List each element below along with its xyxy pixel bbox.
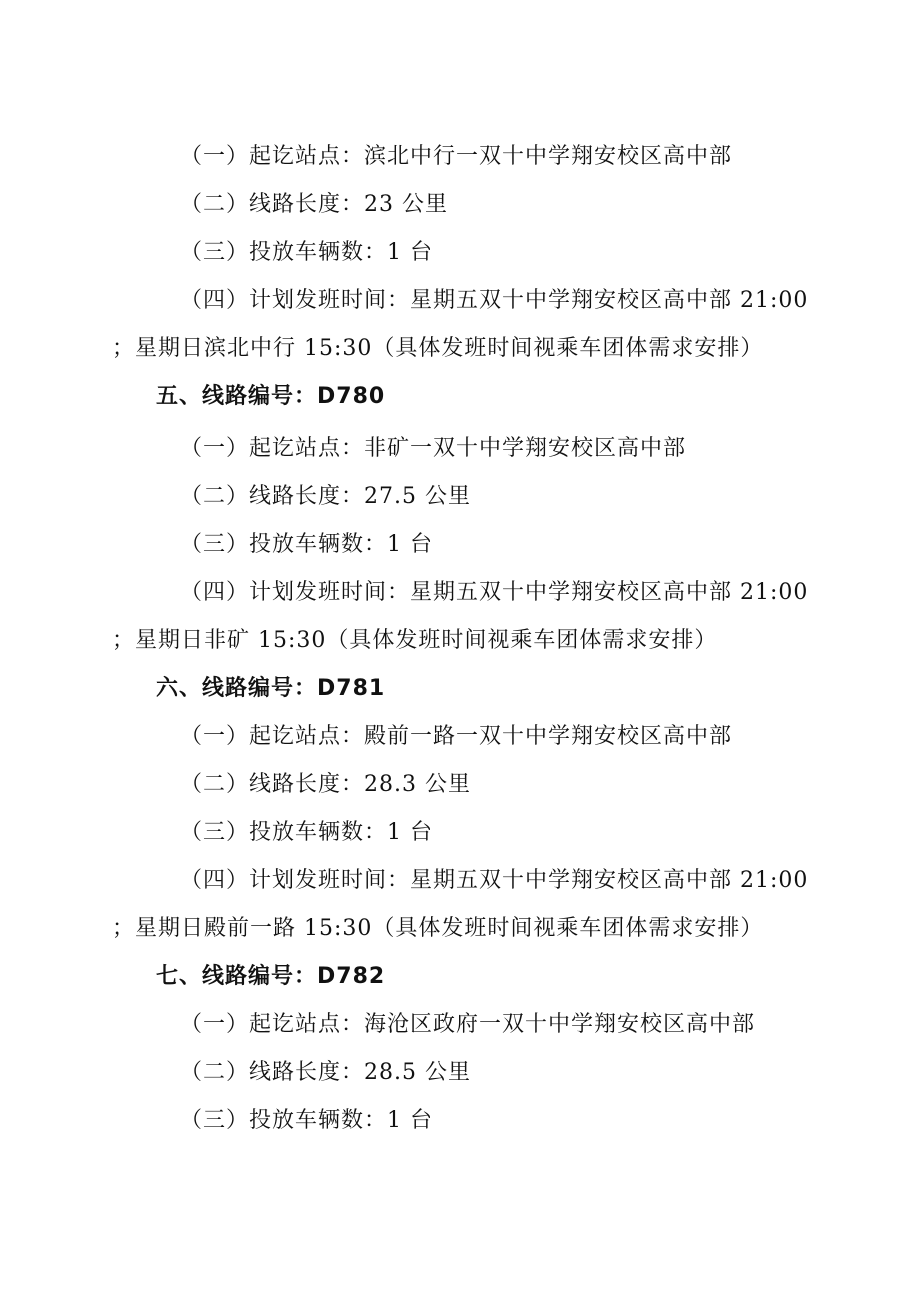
vehicle-count-line: （三）投放车辆数：1 台 bbox=[180, 240, 433, 265]
route-length-line: （二）线路长度：27.5 公里 bbox=[180, 484, 471, 509]
schedule-line: （四）计划发班时间：星期五双十中学翔安校区高中部 21:00 bbox=[180, 288, 809, 313]
route-origin-line: （一）起讫站点：滨北中行一双十中学翔安校区高中部 bbox=[180, 144, 733, 169]
route-origin-line: （一）起讫站点：非矿一双十中学翔安校区高中部 bbox=[180, 436, 687, 461]
route-origin-line: （一）起讫站点：殿前一路一双十中学翔安校区高中部 bbox=[180, 724, 733, 749]
schedule-line: （四）计划发班时间：星期五双十中学翔安校区高中部 21:00 bbox=[180, 580, 809, 605]
route-length-line: （二）线路长度：28.3 公里 bbox=[180, 772, 471, 797]
vehicle-count-line: （三）投放车辆数：1 台 bbox=[180, 1108, 433, 1133]
route-origin-line: （一）起讫站点：海沧区政府一双十中学翔安校区高中部 bbox=[180, 1012, 756, 1037]
vehicle-count-line: （三）投放车辆数：1 台 bbox=[180, 820, 433, 845]
route-length-line: （二）线路长度：23 公里 bbox=[180, 192, 448, 217]
schedule-continuation-line: ；星期日滨北中行 15:30（具体发班时间视乘车团体需求安排） bbox=[112, 336, 764, 361]
vehicle-count-line: （三）投放车辆数：1 台 bbox=[180, 532, 433, 557]
route-heading-d782: 七、线路编号：D782 bbox=[156, 964, 386, 989]
route-heading-d781: 六、线路编号：D781 bbox=[156, 676, 386, 701]
route-heading-d780: 五、线路编号：D780 bbox=[156, 384, 386, 409]
schedule-continuation-line: ；星期日殿前一路 15:30（具体发班时间视乘车团体需求安排） bbox=[112, 916, 764, 941]
schedule-continuation-line: ；星期日非矿 15:30（具体发班时间视乘车团体需求安排） bbox=[112, 628, 718, 653]
route-length-line: （二）线路长度：28.5 公里 bbox=[180, 1060, 471, 1085]
schedule-line: （四）计划发班时间：星期五双十中学翔安校区高中部 21:00 bbox=[180, 868, 809, 893]
